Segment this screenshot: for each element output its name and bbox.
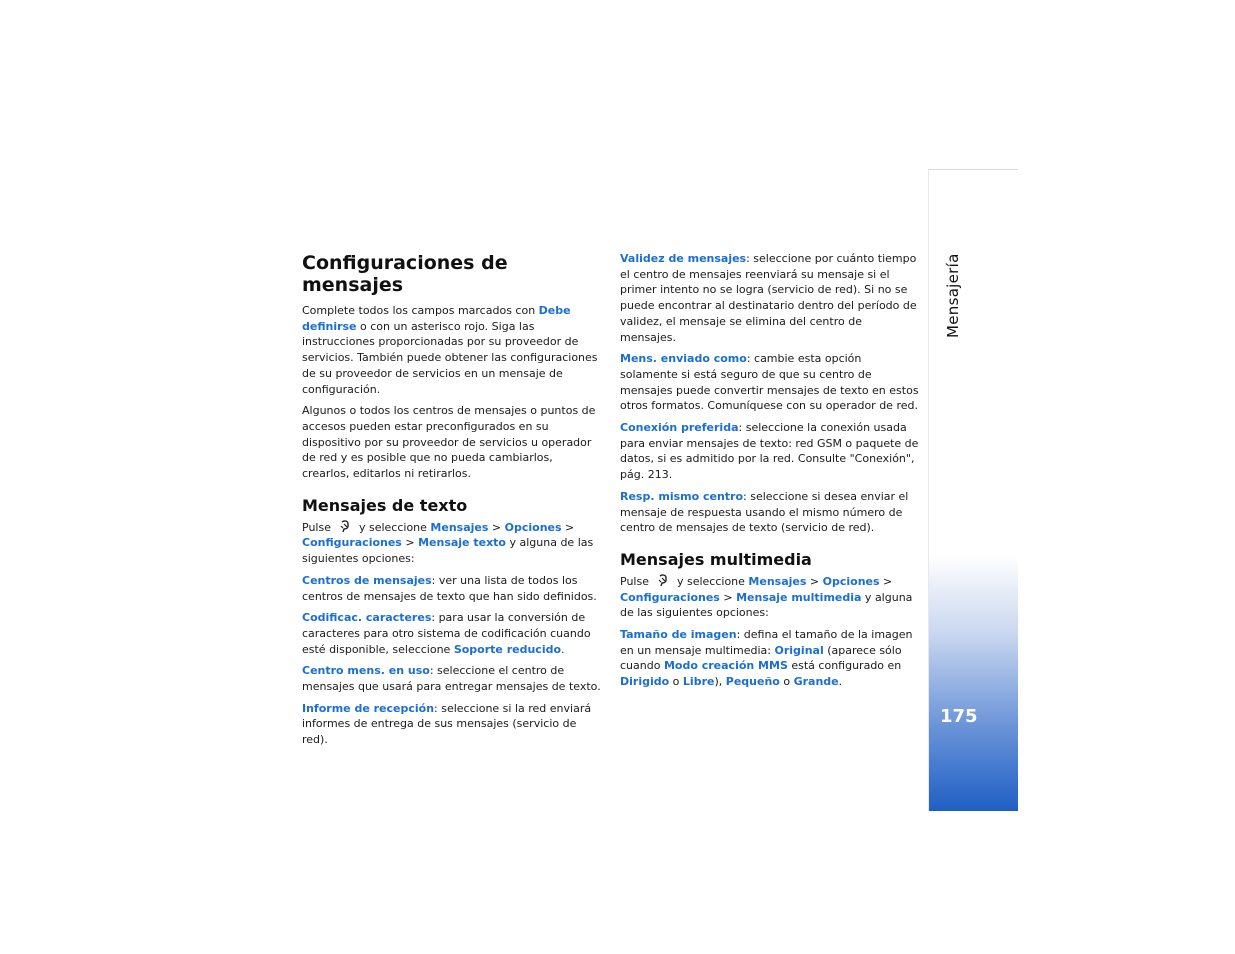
menu-key-icon	[337, 520, 353, 533]
option-resp-mismo-centro: Resp. mismo centro: seleccione si desea enviar el mensaje de respuesta usando el mismo número de centro de mensajes de texto (servicio de red).	[620, 489, 909, 535]
intro-paragraph-1: Complete todos los campos marcados con Debe definirse o con un asterisco rojo. Siga las instrucciones proporcionadas por su proveedor de servicios. También puede obtener las configuraciones de su proveedor de servicios en un mensaje de configuración.	[302, 304, 598, 396]
page-number: 175	[940, 706, 978, 727]
section-title: Mensajería	[944, 253, 962, 338]
option-conexion-preferida: Conexión preferida: seleccione la conexión usada para enviar mensajes de texto: red GSM o paquete de datos, si es admitido por la red. Consulte "Conexión", pág. 213.	[620, 421, 919, 482]
option-centro-mens-en-uso: Centro mens. en uso: seleccione el centro de mensajes que usará para entregar mensajes de texto.	[302, 664, 601, 694]
option-informe-de-recepcion: Informe de recepción: seleccione si la red enviará informes de entrega de sus mensajes (servicio de red).	[302, 701, 592, 747]
menu-mensajes: Mensajes	[430, 520, 489, 534]
heading-mensajes-multimedia: Mensajes multimedia	[620, 549, 812, 569]
menu-mensaje-multimedia: Mensaje multimedia	[736, 590, 862, 604]
menu-opciones: Opciones	[504, 520, 562, 534]
right-column	[620, 251, 920, 696]
menu-mensaje-texto: Mensaje texto	[418, 536, 506, 550]
heading-mensajes-texto: Mensajes de texto	[302, 495, 468, 515]
option-mens-enviado-como: Mens. enviado como: cambie esta opción solamente si está seguro de que su centro de mensajes puede convertir mensajes de texto en estos otros formatos. Comuníquese con su operador de red.	[620, 352, 919, 413]
option-tamano-de-imagen: Tamaño de imagen: defina el tamaño de la imagen en un mensaje multimedia: Original (aparece sólo cuando Modo creación MMS está configurado en Dirigido o Libre), Pequeño o Grande.	[620, 628, 913, 689]
menu-key-icon	[655, 574, 671, 587]
nav-path-texto: Pulse y seleccione Mensajes > Opciones > Configuraciones > Mensaje texto y alguna de las siguientes opciones:	[302, 520, 594, 566]
option-validez-de-mensajes: Validez de mensajes: seleccione por cuánto tiempo el centro de mensajes reenviará su mensaje si el primer intento no se logra (servicio de red). Si no se puede encontrar al destinatario dentro del período de validez, el mensaje se elimina del centro de mensajes.	[620, 252, 917, 344]
term-debe-definirse: Debe definirse	[302, 304, 571, 333]
menu-configuraciones: Configuraciones	[302, 536, 402, 550]
option-centros-de-mensajes: Centros de mensajes: ver una lista de todos los centros de mensajes de texto que han sido definidos.	[302, 573, 597, 603]
menu-configuraciones: Configuraciones	[620, 590, 720, 604]
left-column	[302, 252, 602, 754]
intro-paragraph-2: Algunos o todos los centros de mensajes o puntos de accesos pueden estar preconfigurados en su dispositivo por su proveedor de servicios u operador de red y es posible que no pueda cambiarlos, crearlos, editarlos ni retirarlos.	[302, 404, 596, 481]
menu-opciones: Opciones	[822, 574, 880, 588]
nav-path-multimedia: Pulse y seleccione Mensajes > Opciones > Configuraciones > Mensaje multimedia y alguna de las siguientes opciones:	[620, 574, 913, 620]
option-codificac-caracteres: Codificac. caracteres: para usar la conversión de caracteres para otro sistema de codificación cuando esté disponible, seleccione Soporte reducido.	[302, 611, 591, 656]
menu-mensajes: Mensajes	[748, 574, 807, 588]
page-title: Configuraciones de mensajes	[302, 252, 508, 296]
